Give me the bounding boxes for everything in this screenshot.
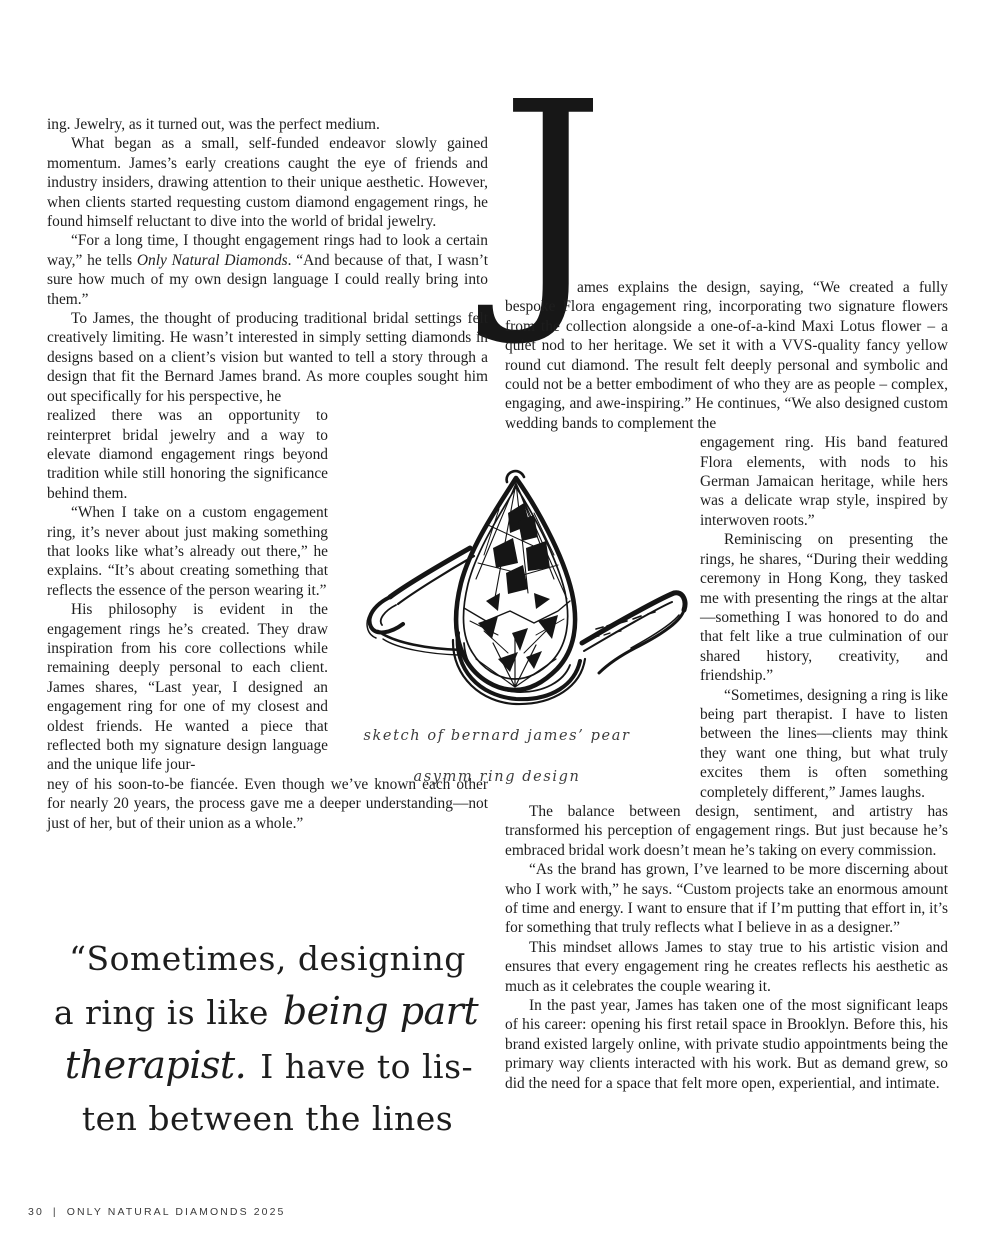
drop-cap-letter: J (500, 46, 606, 351)
paragraph-text: . “And because of that, I wasn’t sure how much of my own design language I could really bring into them.” (47, 251, 488, 308)
body-paragraph (47, 231, 488, 309)
pull-quote-text: I have to lis- (249, 1047, 474, 1086)
body-paragraph: ames explains the design, saying, “We created a fully bespoke Flora engagement ring, incorporating two signature flowers from the collection alongside a one-of-a-kind Maxi Lotus flower – a quiet nod to her heritage. We set it with a VVS-quality fancy yellow round cut diamond. The result felt deeply personal and symbolic and could not be a better embodiment of who they are as people – complex, engaging, and awe-inspiring.” He continues, “We also designed custom wedding bands to complement the (505, 279, 948, 432)
text-wrap-narrow-block (47, 406, 328, 775)
caption-line: sketch of bernard james’ pear (363, 728, 631, 744)
body-paragraph: “As the brand has grown, I’ve learned to be more discerning about who I work with,” he says. “Custom projects take an enormous amount of time and energy. I want to ensure that if I’m putting that effort in, it’s for something that truly reflects what I believe in as a designer.” (505, 861, 948, 937)
illustration-caption (347, 716, 647, 798)
pull-quote-script-text: therapist. (64, 1043, 247, 1087)
body-paragraph: To James, the thought of producing traditional bridal settings felt creatively limiting. He wasn’t interested in simply setting diamonds in designs based on a client’s vision but wanted to tell a story through a design that fit the Bernard James brand. As more couples sought him out specifically for his perspective, he (47, 310, 488, 405)
body-paragraph: What began as a small, self-funded endeavor slowly gained momentum. James’s early creations caught the eye of friends and industry insiders, drawing attention to their unique aesthetic. However, when clients started requesting custom diamond engagement rings, he found himself reluctant to dive into the world of bridal jewelry. (47, 135, 488, 231)
pull-quote (47, 933, 488, 1145)
body-paragraph: ing. Jewelry, as it turned out, was the perfect medium. (47, 116, 380, 133)
body-paragraph: This mindset allows James to stay true to his artistic vision and ensures that every engagement ring he creates reflects his aesthetic as much as it celebrates the couple wearing it. (505, 938, 948, 995)
body-paragraph: His philosophy is evident in the engagement rings he’s created. They draw inspiration from his core collections while remaining deeply personal to each client. James shares, “Last year, I designed an engagement ring for one of my closest and oldest friends. He wanted a piece that reflected both my signature design language and the unique life jour- (47, 601, 328, 774)
body-paragraph: engagement ring. His band featured Flora elements, with nods to his German Jamaican heritage, while hers was a delicate wrap style, inspired by interwoven roots.” (700, 434, 948, 529)
body-paragraph: In the past year, James has taken one of the most significant leaps of his career: opening his first retail space in Brooklyn. Before this, his brand existed largely online, with private studio appointments being the primary way clients interacted with his work. But as demand grew, so did the need for a space that felt more open, experiential, and intimate. (505, 997, 948, 1092)
pull-quote-line (47, 1039, 488, 1093)
magazine-title-italic: Only Natural Diamonds (136, 251, 288, 269)
magazine-name: ONLY NATURAL DIAMONDS 2025 (66, 1206, 286, 1218)
body-paragraph: “When I take on a custom engagement ring, it’s never about just making something that looks like what’s already out there,” he explains. “It’s about creating something that reflects the essence of the person wearing it.” (47, 504, 328, 599)
page-footer (28, 1206, 285, 1218)
pull-quote-line: “Sometimes, designing (69, 939, 466, 978)
body-paragraph: ney of his soon-to-be fiancée. Even though we’ve known each other for nearly 20 years, the process gave me a deeper understanding—not just of her, but of their union as a whole.” (47, 775, 488, 832)
paragraph-text: “For a long time, I thought engagement rings had to look a certain way,” he tells (47, 232, 488, 269)
pull-quote-line (47, 985, 488, 1039)
body-paragraph: The balance between design, sentiment, and artistry has transformed his perception of engagement rings. But just because he’s embraced bridal work doesn’t mean he’s taking on every commission. (505, 802, 948, 859)
pull-quote-text: a ring is like (53, 993, 280, 1032)
pear-ring-sketch-illustration (358, 453, 692, 707)
body-paragraph: realized there was an opportunity to reinterpret bridal jewelry and a way to elevate diamond engagement rings beyond tradition while still honoring the significance behind them. (47, 407, 328, 502)
footer-separator: | (52, 1206, 58, 1218)
caption-line: asymm ring design (413, 769, 581, 785)
text-wrap-narrow-block (700, 433, 948, 802)
pull-quote-line: ten between the lines (81, 1099, 454, 1138)
body-paragraph: Reminiscing on presenting the rings, he shares, “During their wedding ceremony in Hong Kong, they tasked me with presenting the rings at the altar—something I was honored to do and that felt like a true culmination of our shared history, creativity, and friendship.” (700, 531, 948, 685)
page-number: 30 (28, 1206, 44, 1218)
pull-quote-script-text: being part (282, 989, 479, 1033)
body-paragraph: “Sometimes, designing a ring is like being part therapist. I have to listen between the lines—clients may think they want one thing, but what truly excites them is often something completely different,” James laughs. (700, 686, 948, 801)
